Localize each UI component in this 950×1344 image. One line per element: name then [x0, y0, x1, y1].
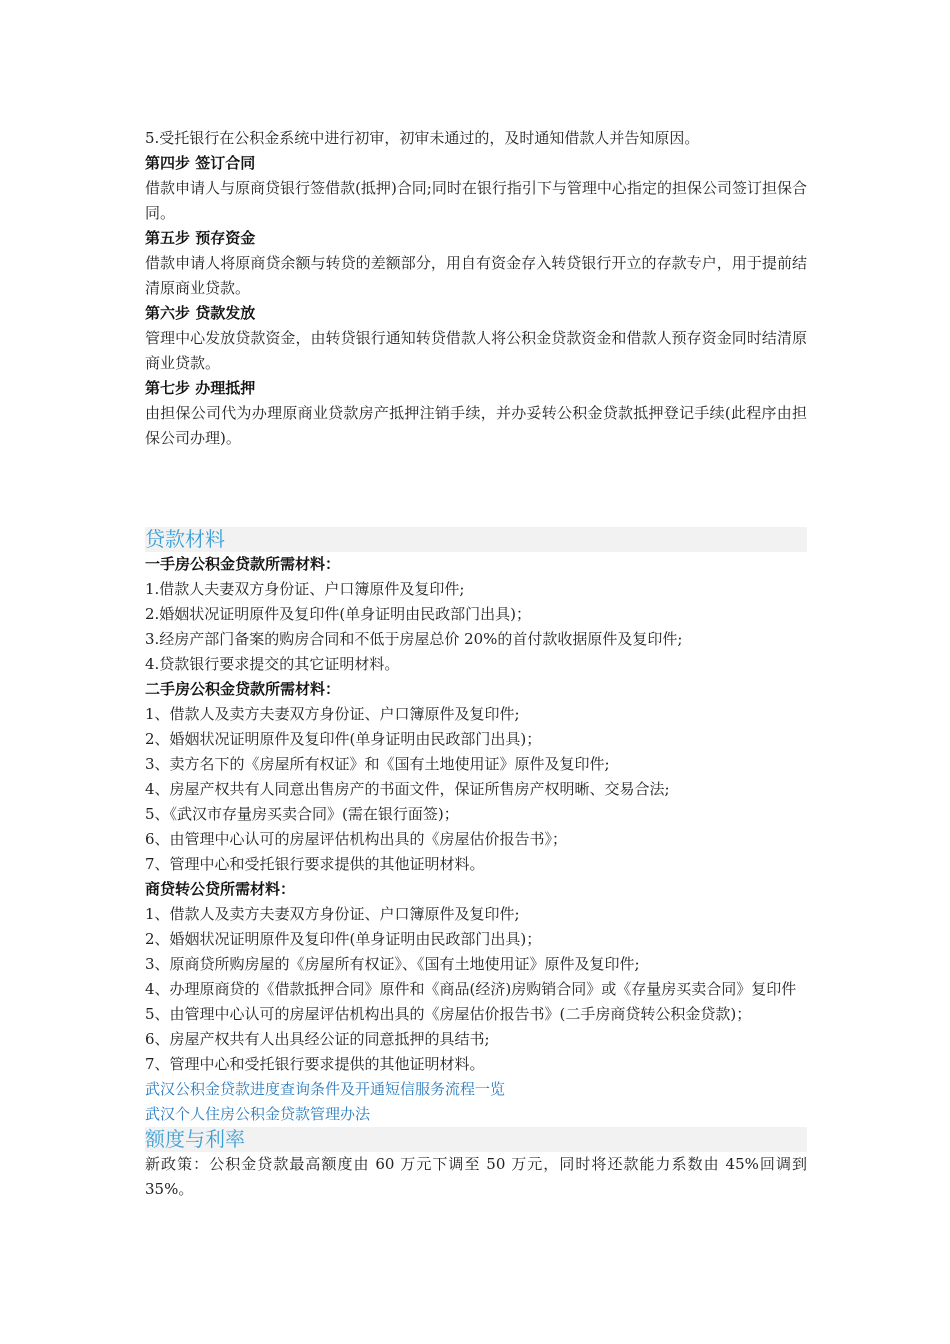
- transfer-materials-title: 商贷转公贷所需材料：: [145, 880, 296, 898]
- list-item: 7、管理中心和受托银行要求提供的其他证明材料。: [145, 1055, 485, 1073]
- step-4-text: 借款申请人与原商贷银行签借款(抵押)合同;同时在银行指引下与管理中心指定的担保公司签订担保合同。: [145, 179, 807, 222]
- process-item-5: 5.受托银行在公积金系统中进行初审，初审未通过的，及时通知借款人并告知原因。: [145, 129, 700, 147]
- loan-management-rules-link[interactable]: 武汉个人住房公积金贷款管理办法: [145, 1105, 371, 1123]
- transfer-materials-list: [145, 902, 807, 1077]
- list-item: 3、原商贷所购房屋的《房屋所有权证》、《国有土地使用证》原件及复印件;: [145, 955, 640, 973]
- list-item: 4.贷款银行要求提交的其它证明材料。: [145, 655, 400, 673]
- list-item: 2.婚姻状况证明原件及复印件(单身证明由民政部门出具)；: [145, 605, 532, 623]
- second-hand-materials-list: [145, 702, 807, 877]
- step-7-title: 第七步 办理抵押: [145, 379, 256, 397]
- progress-query-link[interactable]: 武汉公积金贷款进度查询条件及开通短信服务流程一览: [145, 1080, 506, 1098]
- rates-policy-text: 新政策：公积金贷款最高额度由 60 万元下调至 50 万元，同时将还款能力系数由 45%回调到 35%。: [145, 1155, 807, 1198]
- list-item: 4、办理原商贷的《借款抵押合同》原件和《商品(经济)房购销合同》或《存量房买卖合同》复印件: [145, 980, 797, 998]
- list-item: 5、《武汉市存量房买卖合同》(需在银行面签)；: [145, 805, 459, 823]
- list-item: 6、由管理中心认可的房屋评估机构出具的《房屋估价报告书》；: [145, 830, 568, 848]
- list-item: 1、借款人及卖方夫妻双方身份证、户口簿原件及复印件;: [145, 905, 520, 923]
- list-item: 3、卖方名下的《房屋所有权证》和《国有土地使用证》原件及复印件;: [145, 755, 610, 773]
- document-page: [145, 126, 807, 1202]
- step-7-text: 由担保公司代为办理原商业贷款房产抵押注销手续，并办妥转公积金贷款抵押登记手续(此程序由担保公司办理)。: [145, 404, 807, 447]
- step-6-title: 第六步 贷款发放: [145, 304, 256, 322]
- materials-section-title: 贷款材料: [145, 527, 807, 552]
- list-item: 2、婚姻状况证明原件及复印件(单身证明由民政部门出具)；: [145, 730, 542, 748]
- step-5-text: 借款申请人将原商贷余额与转贷的差额部分，用自有资金存入转贷银行开立的存款专户，用于提前结清原商业贷款。: [145, 254, 807, 297]
- step-4-title: 第四步 签订合同: [145, 154, 256, 172]
- list-item: 7、管理中心和受托银行要求提供的其他证明材料。: [145, 855, 485, 873]
- rates-section-title: 额度与利率: [145, 1127, 807, 1152]
- list-item: 1、借款人及卖方夫妻双方身份证、户口簿原件及复印件;: [145, 705, 520, 723]
- list-item: 3.经房产部门备案的购房合同和不低于房屋总价 20%的首付款收据原件及复印件;: [145, 630, 683, 648]
- first-hand-materials-list: [145, 577, 807, 677]
- list-item: 6、房屋产权共有人出具经公证的同意抵押的具结书;: [145, 1030, 490, 1048]
- section-spacer: [145, 451, 807, 527]
- first-hand-materials-title: 一手房公积金贷款所需材料：: [145, 555, 341, 573]
- second-hand-materials-title: 二手房公积金贷款所需材料：: [145, 680, 341, 698]
- list-item: 4、房屋产权共有人同意出售房产的书面文件，保证所售房产权明晰、交易合法;: [145, 780, 670, 798]
- step-6-text: 管理中心发放贷款资金，由转贷银行通知转贷借款人将公积金贷款资金和借款人预存资金同时结清原商业贷款。: [145, 329, 807, 372]
- list-item: 1.借款人夫妻双方身份证、户口簿原件及复印件;: [145, 580, 465, 598]
- list-item: 5、由管理中心认可的房屋评估机构出具的《房屋估价报告书》(二手房商贷转公积金贷款)；: [145, 1005, 752, 1023]
- list-item: 2、婚姻状况证明原件及复印件(单身证明由民政部门出具)；: [145, 930, 542, 948]
- step-5-title: 第五步 预存资金: [145, 229, 256, 247]
